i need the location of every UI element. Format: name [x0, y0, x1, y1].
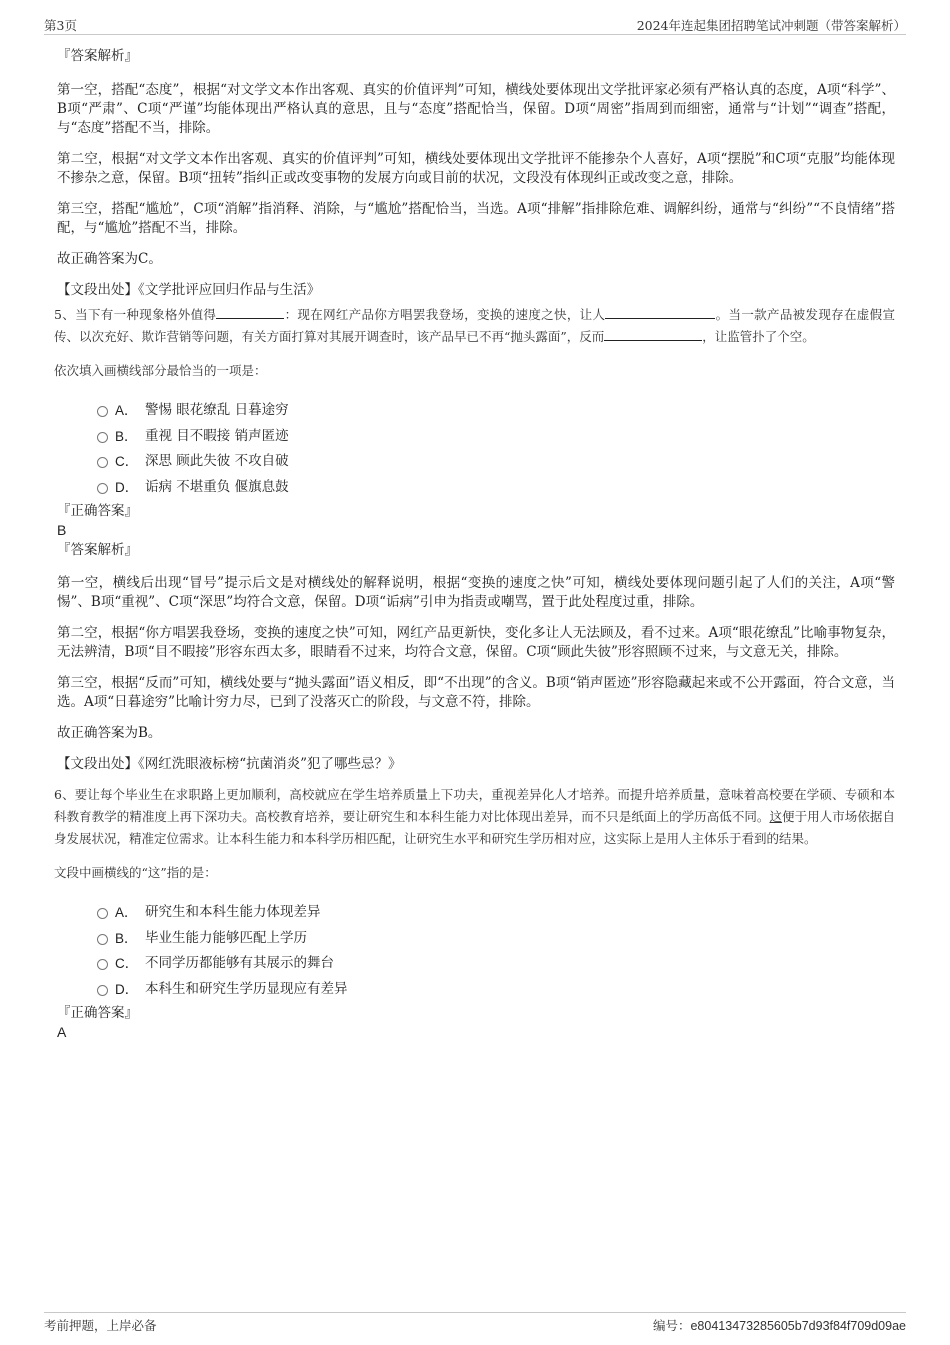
- q5-option-b[interactable]: B． 重视 目不暇接 销声匿迹: [57, 424, 895, 450]
- radio-icon[interactable]: [97, 406, 108, 417]
- radio-icon[interactable]: [97, 432, 108, 443]
- q4-analysis-p1: 第一空，搭配“态度”，根据“对文学文本作出客观、真实的价值评判”可知，横线处要体现出文学批评家必须有严格认真的态度，A项“科学”、B项“严肃”、C项“严谨”均能体现出严格认真的意思，且与“态度”搭配恰当，保留。D项“周密”指周到而细密，通常与“计划”“调查”搭配，与“态度”搭配不当，排除。: [57, 82, 895, 136]
- document-code: 编号：e80413473285605b7d93f84f709d09ae: [652, 1318, 906, 1333]
- q4-analysis-p2: 第二空，根据“对文学文本作出客观、真实的价值评判”可知，横线处要体现出文学批评不能掺杂个人喜好，A项“摆脱”和C项“克服”均能体现不掺杂之意，保留。B项“扭转”指纠正或改变事物的发展方向或目前的状况，文段没有体现纠正或改变之意，排除。: [57, 151, 895, 186]
- page-footer: [44, 1312, 906, 1333]
- radio-icon[interactable]: [97, 908, 108, 919]
- q5-option-d[interactable]: D． 诟病 不堪重负 偃旗息鼓: [57, 475, 895, 501]
- q6-answer-label: 『正确答案』: [57, 1005, 138, 1021]
- q4-analysis-p3: 第三空，搭配“尴尬”，C项“消解”指消释、消除，与“尴尬”搭配恰当，当选。A项“排解”指排除危难、调解纠纷，通常与“纠纷”“不良情绪”搭配，与“尴尬”搭配不当，排除。: [57, 201, 895, 236]
- document-title: 2024年连起集团招聘笔试冲刺题（带答案解析）: [636, 18, 906, 33]
- q5-analysis-p2: 第二空，根据“你方唱罢我登场，变换的速度之快”可知，网红产品更新快，变化多让人无法顾及，看不过来。A项“眼花缭乱”比喻事物复杂，无法辨清，B项“目不暇接”形容东西太多，眼睛看不过来，均符合文意，保留。C项“顾此失彼”形容照顾不过来，与文意无关，排除。: [57, 625, 895, 660]
- q5-answer-label: 『正确答案』: [57, 503, 138, 519]
- q6-stem: 6、要让每个毕业生在求职路上更加顺利，高校就应在学生培养质量上下功夫，重视差异化人才培养。而提升培养质量，意味着高校要在学硕、专硕和本科教育教学的精准度上再下深功夫。高校教育培养，要让研究生和本科生能力对比体现出差异，而不只是纸面上的学历高低不同。这便于用人市场依据自身发展状况，精准定位需求。让本科生能力和本科学历相匹配，让研究生水平和研究生学历相对应，这实际上是用人主体乐于看到的结果。: [54, 787, 895, 846]
- q6-answer: A: [57, 1024, 67, 1040]
- q6-option-b[interactable]: B． 毕业生能力能够匹配上学历: [57, 926, 895, 952]
- q6-option-c[interactable]: C． 不同学历都能够有其展示的舞台: [57, 951, 895, 977]
- q5-prompt: 依次填入画横线部分最恰当的一项是：: [54, 363, 267, 378]
- radio-icon[interactable]: [97, 934, 108, 945]
- q5-analysis-p1: 第一空，横线后出现“冒号”提示后文是对横线处的解释说明，根据“变换的速度之快”可知，横线处要体现问题引起了人们的关注，A项“警惕”、B项“重视”、C项“深思”均符合文意，保留。D项“诟病”引申为指责或嘲骂，置于此处程度过重，排除。: [57, 575, 895, 610]
- q4-conclusion: 故正确答案为C。: [57, 251, 162, 267]
- q5-answer: B: [57, 522, 67, 538]
- q6-prompt: 文段中画横线的“这”指的是：: [54, 865, 217, 880]
- q5-option-c[interactable]: C． 深思 顾此失彼 不攻自破: [57, 449, 895, 475]
- page-header: [44, 14, 906, 35]
- q5-options: [57, 398, 895, 500]
- q4-analysis-label: 『答案解析』: [57, 48, 138, 64]
- radio-icon[interactable]: [97, 457, 108, 468]
- q5-blank-2: [605, 305, 715, 319]
- q6-option-d[interactable]: D． 本科生和研究生学历显现应有差异: [57, 977, 895, 1003]
- footer-slogan: 考前押题，上岸必备: [44, 1318, 157, 1333]
- q5-option-a[interactable]: A． 警惕 眼花缭乱 日暮途穷: [57, 398, 895, 424]
- q5-blank-3: [604, 327, 702, 341]
- q5-analysis-p3: 第三空，根据“反而”可知，横线处要与“抛头露面”语义相反，即“不出现”的含义。B项“销声匿迹”形容隐藏起来或不公开露面，符合文意，当选。A项“日暮途穷”比喻计穷力尽，已到了没落灭亡的阶段，与文意不符，排除。: [57, 675, 895, 710]
- q5-stem: 5、当下有一种现象格外值得 ：现在网红产品你方唱罢我登场，变换的速度之快，让人 。当一款产品被发现存在虚假宣传、以次充好、欺诈营销等问题，有关方面打算对其展开调查时，该产品早已不再“抛头露面”，反而 ，让监管扑了个空。: [54, 307, 895, 344]
- q5-source: [57, 755, 895, 774]
- q6-underlined-word: 这: [769, 809, 783, 824]
- q5-analysis-label: 『答案解析』: [57, 542, 138, 558]
- q4-source-title: 《文学批评应回归作品与生活》: [138, 282, 321, 298]
- radio-icon[interactable]: [97, 985, 108, 996]
- q6-option-a[interactable]: A． 研究生和本科生能力体现差异: [57, 900, 895, 926]
- q5-source-title: 《网红洗眼液标榜“抗菌消炎”犯了哪些忌？》: [138, 756, 402, 772]
- page-number: 第3页: [44, 18, 77, 33]
- radio-icon[interactable]: [97, 959, 108, 970]
- q4-source: [57, 281, 895, 300]
- radio-icon[interactable]: [97, 483, 108, 494]
- q6-options: [57, 900, 895, 1002]
- document-body: [54, 45, 895, 1041]
- q4-source-label: 【文段出处】: [57, 282, 138, 298]
- q5-conclusion: 故正确答案为B。: [57, 725, 162, 741]
- q5-source-label: 【文段出处】: [57, 756, 138, 772]
- q5-blank-1: [216, 305, 284, 319]
